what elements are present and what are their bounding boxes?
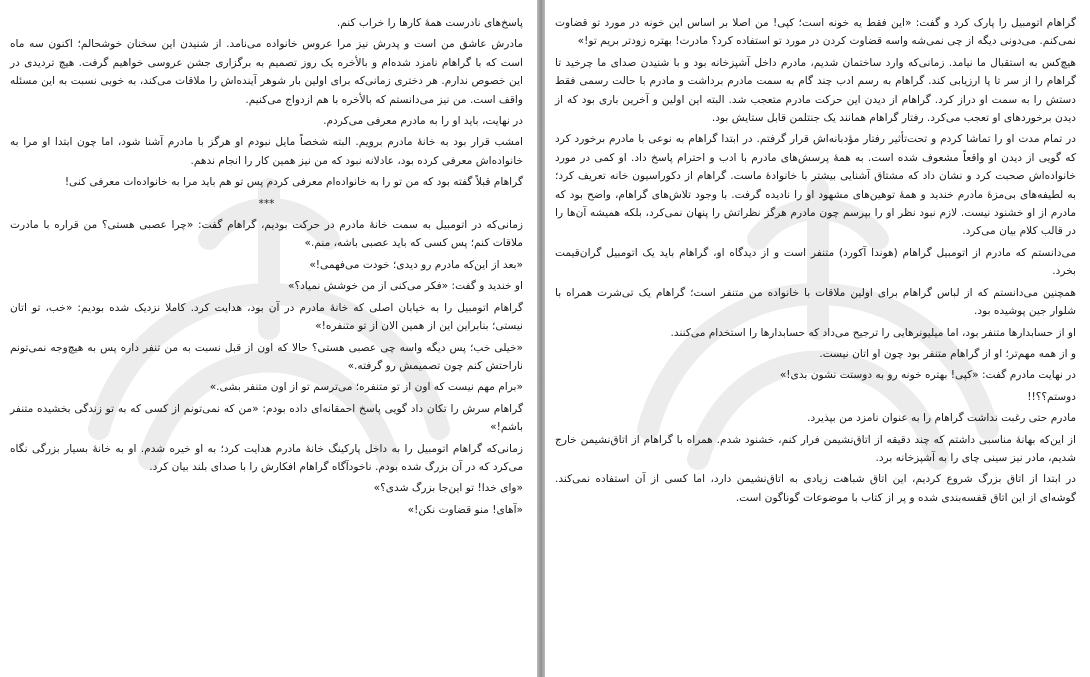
paragraph: «وای خدا! تو این‌جا بزرگ شدی؟» [373, 482, 523, 495]
paragraph: مادرش عاشق من است و پدرش نیز مرا عروس خانواده می‌نامد. از شنیدن این سخنان خوشحالم؛ اکنون سه ماه است که با گراهام نامزد شده‌ام و بالأخره یک روز تصمیم به برگزاری جشن عروسی خواهیم گرفت. هیچ تردیدی در این خصوص ندارم. هر دختری زمانی‌که برای اولین بار شوهر آینده‌اش را ملاقات می‌کند، به خوبی نسبت به این مسئله واقف است. من نیز می‌دانستم که بالأخره با هم ازدواج می‌کنیم. [10, 38, 523, 106]
paragraph: دوستم؟؟!! [1027, 390, 1076, 403]
paragraph: مادرم حتی رغبت نداشت گراهام را به عنوان نامزد من بپذیرد. [807, 412, 1076, 425]
right-page [545, 0, 1090, 677]
paragraph: «خیلی خب؛ پس دیگه واسه چی عصبی هستی؟ حالا که اون از قبل نسبت به من تنفر داره پس به هیچ‌وجه نمی‌تونم ناراحتش کنم چون تصمیمش رو گرفته.» [10, 341, 523, 372]
paragraph: همچنین می‌دانستم که از لباس گراهام برای اولین ملاقات با خانواده من متنفر است؛ گراهام یک تی‌شرت همراه با شلوار جین پوشیده بود. [555, 286, 1076, 318]
separator: *** [258, 197, 275, 210]
book-gutter [537, 0, 545, 677]
paragraph: «آهای! منو قضاوت نکن!» [407, 503, 523, 516]
paragraph: در تمام مدت او را تماشا کردم و تحت‌تأثیر رفتار مؤدبانه‌اش قرار گرفتم. در ابتدا گراهام به نوعی با مادرم برخورد کرد که گویی از دیدن او واقعاً مشعوف شده است. به همهٔ پرسش‌های مادرم با ادب و احترام پاسخ داد. او کمی در مورد خانواده‌اش صحبت کرد و نشان داد که مشتاق آشنایی بیشتر با خانوادهٔ ماست. گراهام از دکوراسیون خانه تعریف کرد؛ به لطیفه‌های بی‌مزهٔ مادرم خندید و همهٔ توهین‌های مشهود او را نادیده گرفت. با وجود تلاش‌های گراهام، واضح بود که مادرم از او خشنود نیست. لازم نبود نظر او را بپرسم چون مادرم هرگز نظراتش را پنهان نمی‌کرد، بلکه همیشه آن‌ها را در قالب کلام بیان می‌کرد. [555, 133, 1076, 238]
left-page [0, 0, 537, 677]
paragraph: از این‌که بهانهٔ مناسبی داشتم که چند دقیقه از اتاق‌نشیمن فرار کنم، خشنود شدم. همراه با گراهام از اتاق‌نشیمن خارج شدیم، مادر نیز سینی چای را به آشپزخانه برد. [555, 433, 1076, 464]
paragraph: در ابتدا از اتاق بزرگ شروع کردیم، این اتاق شباهت زیادی به اتاق‌نشیمن دارد، اما کسی از آن استفاده نمی‌کند. گوشه‌ای از این اتاق قفسه‌بندی شده و پر از کتاب با موضوعات گوناگون است. [555, 473, 1076, 504]
paragraph: «برام مهم نیست که اون از تو متنفره؛ می‌ترسم تو از اون متنفر بشی.» [209, 381, 523, 394]
paragraph: او خندید و گفت: «فکر می‌کنی از من خوشش نمیاد؟» [287, 280, 523, 293]
paragraph: و از همه مهم‌تر؛ او از گراهام متنفر بود چون او اتان نیست. [819, 347, 1076, 360]
paragraph: امشب قرار بود به خانهٔ مادرم برویم. البته شخصاً مایل نبودم او هرگز با مادرم آشنا شود، اما چون ابتدا او مرا به خانواده‌اش معرفی کرده بود، عادلانه نبود که من نیز همین کار را انجام ندهم. [10, 136, 523, 167]
paragraph: هیچ‌کس به استقبال ما نیامد. زمانی‌که وارد ساختمان شدیم، مادرم داخل آشپزخانه بود و با شنیدن صدای ما چرخید تا گراهام را از سر تا پا ارزیابی کند. گراهام به رسم ادب چند گام به سمت مادرم برداشت و مادرم با حالت رسمی فقط دستش را به سمت او دراز کرد. گراهام از دیدن این حرکت مادرم متعجب شد. البته این اولین و آخرین باری بود که از دیدن برخوردهای او تعجب می‌کرد. رفتار گراهام همانند یک جنتلمن قابل ستایش بود. [555, 56, 1076, 125]
paragraph: زمانی‌که در اتومبیل به سمت خانهٔ مادرم در حرکت بودیم، گراهام گفت: «چرا عصبی هستی؟ من قراره با مادرت ملاقات کنم؛ پس کسی که باید عصبی باشه، منم.» [10, 219, 523, 250]
left-page-text [10, 14, 523, 519]
paragraph: در نهایت مادرم گفت: «کپی! بهتره خونه رو به دوستت نشون بدی!» [779, 369, 1076, 382]
paragraph: گراهام سرش را تکان داد گویی پاسخ احمقانه‌ای داده بودم: «من که نمی‌تونم از کسی که به تو زندگی بخشیده متنفر باشم!» [10, 402, 523, 434]
right-page-text [555, 14, 1076, 507]
paragraph: گراهام اتومبیل را به خیابان اصلی که خانهٔ مادرم در آن بود، هدایت کرد. کاملا نزدیک شده بودیم: «خب، تو اتان نیستی؛ بنابراین این از همین الان از تو متنفره!» [10, 301, 523, 333]
paragraph: «بعد از این‌که مادرم رو دیدی؛ خودت می‌فهمی!» [309, 258, 523, 271]
paragraph: می‌دانستم که مادرم از اتومبیل گراهام (هوندا آکورد) متنفر است و از دیدگاه او، گراهام باید یک اتومبیل گران‌قیمت بخرد. [555, 246, 1076, 278]
paragraph: پاسخ‌های نادرست همهٔ کارها را خراب کنم. [336, 17, 523, 29]
paragraph: زمانی‌که گراهام اتومبیل را به داخل پارکینگ خانهٔ مادرم هدایت کرد؛ به او خیره شدم. او به خانهٔ بسیار بزرگی نگاه می‌کرد که در آن بزرگ شده بودم. ناخودآگاه گراهام افکارش را با صدای بلند بیان کرد. [10, 442, 523, 473]
paragraph: گراهام قبلاً گفته بود که من تو را به خانواده‌ام معرفی کردم پس تو هم باید مرا به خانواده‌ات معرفی کنی! [64, 176, 523, 189]
paragraph: او از حسابدارها متنفر بود، اما میلیونرهایی را ترجیح می‌داد که حسابدارها را استخدام می‌کنند. [670, 326, 1076, 339]
paragraph: گراهام اتومبیل را پارک کرد و گفت: «این فقط یه خونه است؛ کپی! من اصلا بر اساس این خونه در مورد تو قضاوت نمی‌کنم. می‌دونی دیگه از چی نمی‌شه واسه قضاوت کردن در مورد تو استفاده کرد؟ مادرت! بهتره زودتر بریم تو!» [555, 17, 1076, 48]
paragraph: در نهایت، باید او را به مادرم معرفی می‌کردم. [323, 115, 523, 128]
